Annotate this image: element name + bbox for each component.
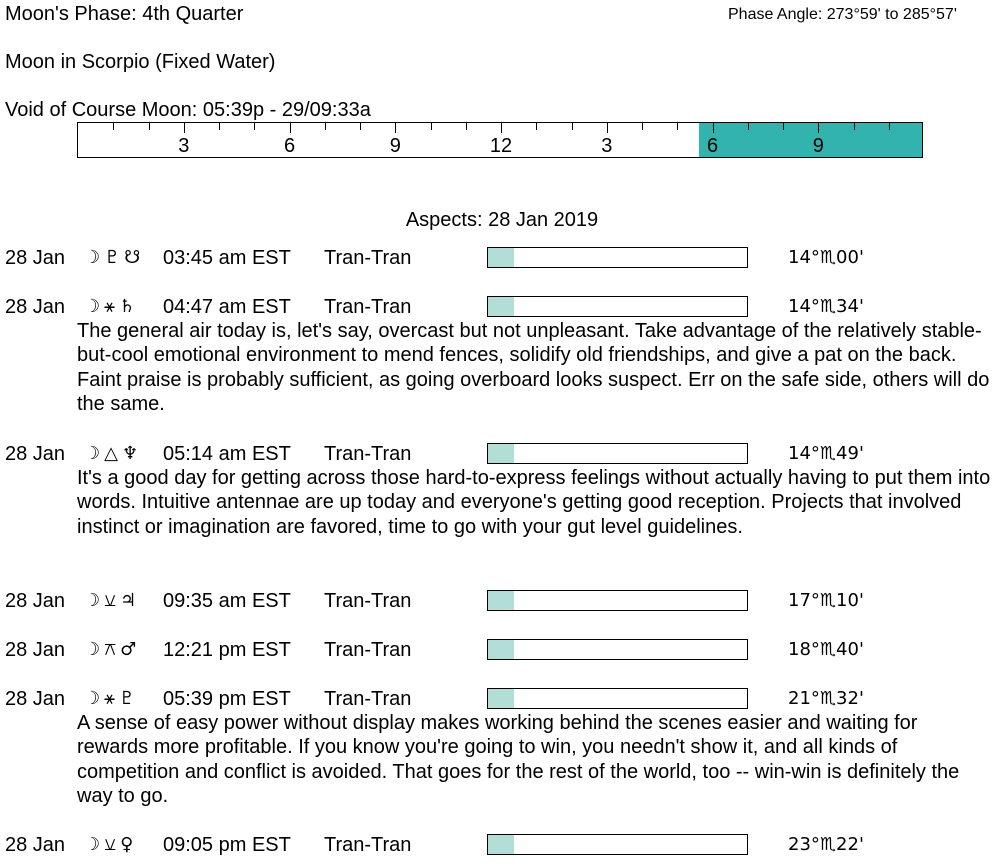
aspect-time: 05:14 am EST — [163, 443, 291, 465]
aspect-interpretation: It's a good day for getting across those hard-to-express feelings without actually having to put them into words. Intuitive antennae are up today and everyone's getting good reception. Projects that involved instinct or imagination are favored, time to go with your gut level guidelines. — [77, 467, 991, 538]
timeline-tick — [607, 123, 608, 133]
aspect-glyphs: ☽⚹♇ — [84, 688, 140, 709]
timeline-tick — [713, 123, 714, 133]
timeline-tick — [501, 123, 502, 133]
aspect-glyphs: ☽⚻♂ — [84, 639, 141, 660]
aspect-strength-fill — [488, 835, 514, 854]
aspect-position: 14°♏49' — [788, 443, 864, 464]
timeline-tick — [783, 123, 784, 130]
timeline-tick — [818, 123, 819, 133]
aspect-strength-bar — [487, 247, 748, 268]
aspect-date: 28 Jan — [5, 834, 66, 856]
aspect-type: Tran-Tran — [324, 590, 412, 612]
aspect-date: 28 Jan — [5, 296, 66, 318]
aspect-row — [0, 442, 1004, 468]
aspect-strength-bar — [487, 688, 748, 709]
aspect-date: 28 Jan — [5, 688, 66, 710]
timeline-tick — [466, 123, 467, 130]
timeline-tick — [325, 123, 326, 130]
aspect-strength-bar — [487, 296, 748, 317]
aspect-type: Tran-Tran — [324, 834, 412, 856]
aspect-strength-fill — [488, 591, 514, 610]
aspect-time: 03:45 am EST — [163, 247, 291, 269]
timeline-tick — [431, 123, 432, 130]
aspect-position: 21°♏32' — [788, 688, 864, 709]
timeline-tick — [748, 123, 749, 130]
timeline-hour-label: 12 — [489, 135, 513, 157]
aspects-title: Aspects: 28 Jan 2019 — [405, 209, 599, 231]
timeline-tick — [219, 123, 220, 130]
timeline-hour-label: 3 — [178, 135, 190, 157]
aspect-strength-fill — [488, 297, 514, 316]
aspect-glyphs: ☽△♆ — [84, 443, 143, 464]
timeline-tick — [642, 123, 643, 130]
aspect-position: 14°♏00' — [788, 247, 864, 268]
timeline-tick — [536, 123, 537, 130]
timeline-tick — [572, 123, 573, 130]
aspect-strength-bar — [487, 639, 748, 660]
aspect-strength-bar — [487, 834, 748, 855]
moon-phase: Moon's Phase: 4th Quarter — [5, 3, 244, 25]
timeline-tick — [360, 123, 361, 130]
phase-angle: Phase Angle: 273°59' to 285°57' — [728, 6, 957, 23]
aspect-strength-fill — [488, 248, 514, 267]
aspect-position: 14°♏34' — [788, 296, 864, 317]
timeline-tick — [854, 123, 855, 130]
aspect-position: 23°♏22' — [788, 834, 864, 855]
aspect-time: 05:39 pm EST — [163, 688, 291, 710]
void-of-course: Void of Course Moon: 05:39p - 29/09:33a — [5, 99, 371, 121]
aspect-glyphs: ☽⚹♄ — [84, 296, 140, 317]
timeline-hour-label: 9 — [812, 135, 824, 157]
aspect-strength-fill — [488, 444, 514, 463]
aspect-position: 18°♏40' — [788, 639, 864, 660]
aspect-row — [0, 295, 1004, 321]
aspect-time: 09:35 am EST — [163, 590, 291, 612]
aspect-row — [0, 833, 1004, 859]
aspect-interpretation: The general air today is, let's say, overcast but not unpleasant. Take advantage of the relatively stable-but-cool emotional environment to mend fences, solidify old friendships, and give a pat on the back. Faint praise is probably sufficient, as going overboard looks suspect. Err on the safe side, others will do the same. — [77, 320, 990, 416]
aspect-position: 17°♏10' — [788, 590, 864, 611]
aspect-interpretation: A sense of easy power without display makes working behind the scenes easier and waiting for rewards more profitable. If you know you're going to win, you needn't show it, and all kinds of competition and conflict is avoided. That goes for the rest of the world, too -- win-win is definitely the way to go. — [77, 712, 960, 808]
aspect-row — [0, 687, 1004, 713]
aspect-date: 28 Jan — [5, 590, 66, 612]
timeline-tick — [113, 123, 114, 130]
moon-sign: Moon in Scorpio (Fixed Water) — [5, 51, 276, 73]
timeline-tick — [149, 123, 150, 130]
timeline-tick — [254, 123, 255, 130]
aspect-date: 28 Jan — [5, 443, 66, 465]
timeline-tick — [290, 123, 291, 133]
timeline-tick — [395, 123, 396, 133]
timeline-hour-label: 9 — [389, 135, 401, 157]
aspect-strength-fill — [488, 689, 514, 708]
aspect-time: 12:21 pm EST — [163, 639, 291, 661]
timeline-hour-label: 3 — [601, 135, 613, 157]
aspect-row — [0, 246, 1004, 272]
aspect-row — [0, 638, 1004, 664]
aspect-time: 09:05 pm EST — [163, 834, 291, 856]
timeline-hour-label: 6 — [706, 135, 719, 157]
timeline-hour-label: 6 — [283, 135, 296, 157]
aspect-type: Tran-Tran — [324, 443, 412, 465]
aspect-glyphs: ☽♇☋ — [84, 247, 145, 268]
aspect-type: Tran-Tran — [324, 247, 412, 269]
aspect-strength-bar — [487, 443, 748, 464]
aspect-type: Tran-Tran — [324, 688, 412, 710]
aspect-glyphs: ☽⚺♀ — [84, 834, 138, 855]
aspect-row — [0, 589, 1004, 615]
aspect-date: 28 Jan — [5, 639, 66, 661]
aspect-type: Tran-Tran — [324, 639, 412, 661]
aspect-glyphs: ☽⚺♃ — [84, 590, 141, 611]
aspect-type: Tran-Tran — [324, 296, 412, 318]
aspect-strength-bar — [487, 590, 748, 611]
aspect-time: 04:47 am EST — [163, 296, 291, 318]
aspect-strength-fill — [488, 640, 514, 659]
aspect-date: 28 Jan — [5, 247, 66, 269]
timeline-tick — [889, 123, 890, 130]
timeline-tick — [677, 123, 678, 130]
void-of-course-timeline — [77, 122, 923, 158]
timeline-tick — [184, 123, 185, 133]
